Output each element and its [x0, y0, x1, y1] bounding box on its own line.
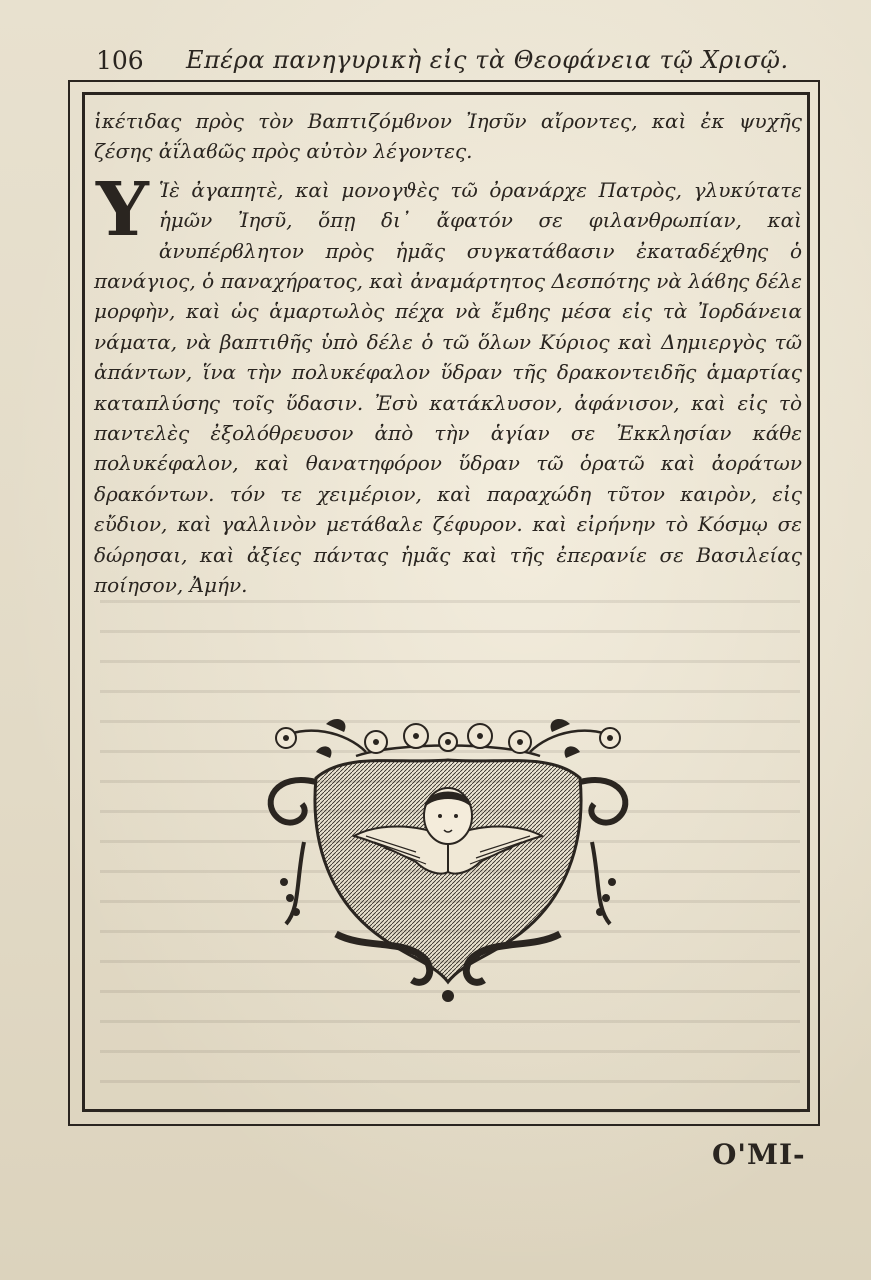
catchword: Ο'ΜΙ-	[712, 1138, 806, 1171]
page-number: 106	[96, 46, 144, 75]
page-header	[96, 46, 789, 80]
main-text	[94, 106, 802, 601]
prayer-text: Ἱὲ ἀγαπητὲ, καὶ μονογϑὲς τῶ ὀρανάρχε Πατρὸς, γλυκύτατε ἡμῶν Ἰησῦ, ὅπῃ δι᾽ ἄφατόν σε φιλανθρωπίαν, καὶ ἀνυπέρϐλητον πρὸς ἡμᾶς συγκατάϐασιν ἐκαταδέχθης ὁ πανάγιος, ὁ παναχήρατος, καὶ ἀναμάρτητος Δεσπότης νὰ λάϐης δέλε μορφὴν, καὶ ὡς ἁμαρτωλὸς πέχα νὰ ἔμϐης μέσα εἰς τὰ Ἰορδάνεια νάματα, νὰ βαπτιθῆς ὑπὸ δέλε ὁ τῶ ὅλων Κύριος καὶ Δημιεργὸς τῶ ἁπάντων, ἵνα τὴν πολυκέφαλον ὕδραν τῆς δρακοντειδῆς ἁμαρτίας καταπλύσης τοῖς ὕδασιν. Ἐσὺ κατάκλυσον, ἀφάνισον, καὶ εἰς τὸ παντελὲς ἐξολόθρευσον ἀπὸ τὴν ἁγίαν σε Ἐκκλησίαν κάθε πολυκέφαλον, καὶ θανατηφόρον ὕδραν τῶ ὁρατῶ καὶ ἀοράτων δρακόντων. τόν τε χειμέριον, καὶ παραχώδη τῦτον καιρὸν, εἰς εὔδιον, καὶ γαλλινὸν μετάϐαλε ζέφυρον. καὶ εἰρήνην τὸ Κόσμῳ σε δώρησαι, καὶ ἀξίες πάντας ἡμᾶς καὶ τῆς ἐπερανίε σε Βασιλείας ποίησον, Ἀμήν.	[94, 177, 802, 598]
running-title: Επέρα πανηγυρικὴ εἰς τὰ Θεοφάνεια τῷ Χρισῷ.	[186, 46, 789, 74]
intro-paragraph: ἱκέτιδας πρὸς τὸν Βαπτιζόμϐνον Ἰησῦν αἴροντες, καὶ ἐκ ψυχῆς ζέσης ἀΐλαϐῶς πρὸς αὐτὸν λέγοντες.	[94, 109, 802, 164]
prayer-paragraph	[94, 166, 802, 601]
cherub-cartouche-ornament-icon	[256, 712, 640, 1008]
decorated-initial: Υ	[96, 166, 149, 253]
